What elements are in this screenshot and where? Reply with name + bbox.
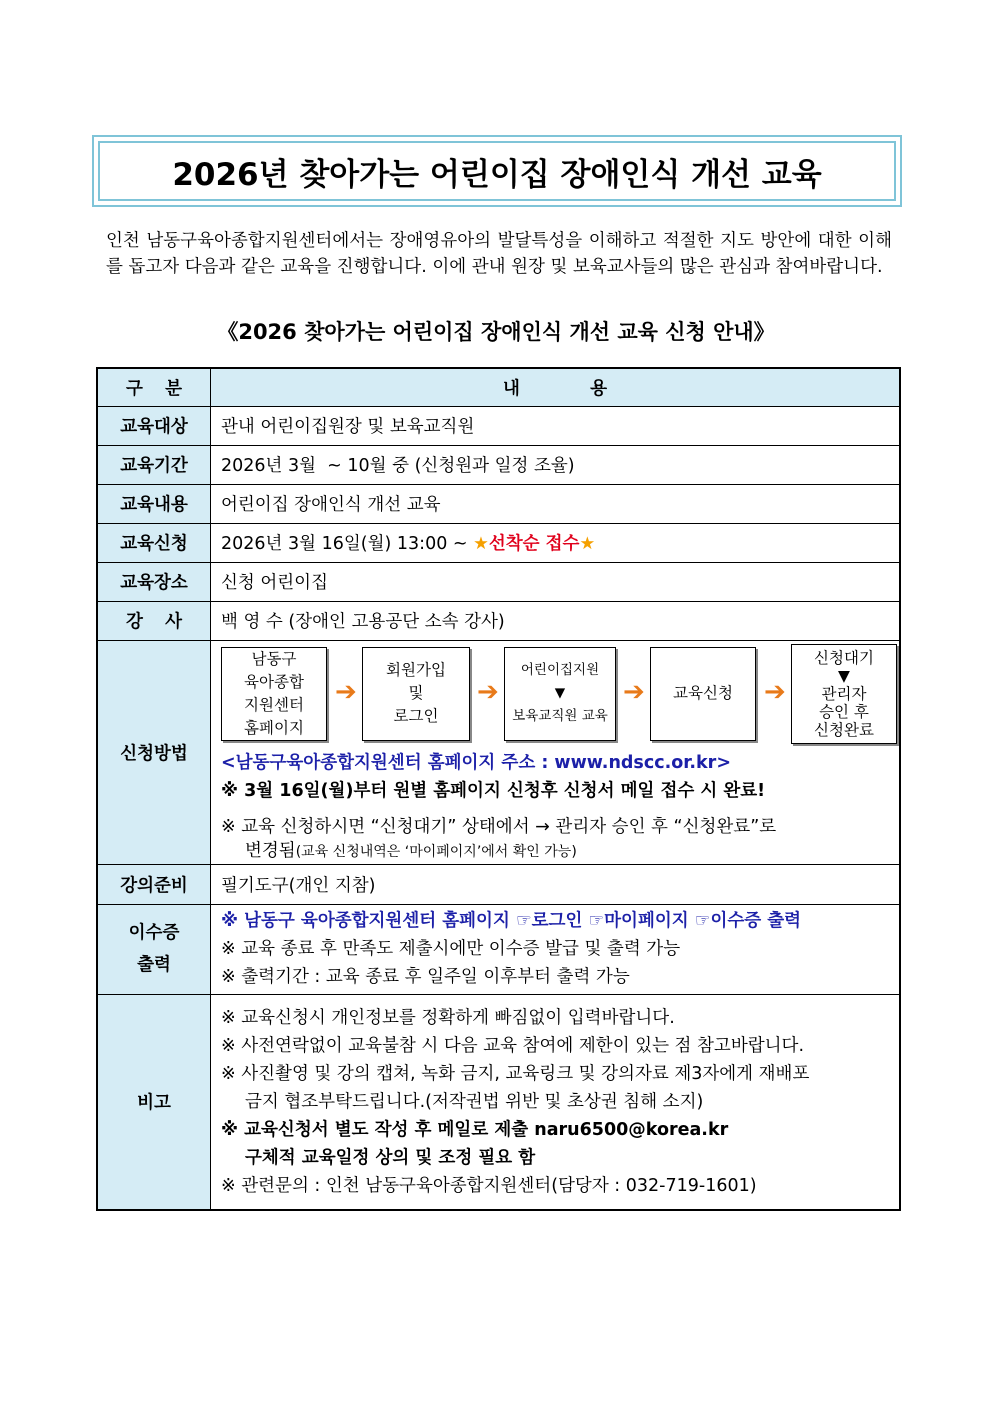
homepage-address: <남동구육아종합지원센터 홈페이지 주소 : www.ndscc.or.kr> — [221, 752, 731, 773]
remark-item: ※ 교육신청서 별도 작성 후 메일로 제출 naru6500@korea.kr — [221, 1119, 729, 1140]
label-prep: 강의준비 — [97, 864, 211, 904]
value-remarks — [211, 994, 901, 1210]
info-table — [96, 367, 901, 1211]
value-lecturer: 백 영 수 (장애인 고용공단 소속 강사) — [211, 601, 901, 640]
label-period: 교육기간 — [97, 445, 211, 484]
flow-step-daycare-support: 어린이집지원 ▼ 보육교직원 교육 — [504, 647, 616, 741]
apply-date: 2026년 3월 16일(월) 13:00 ~ — [221, 534, 474, 554]
value-place: 신청 어린이집 — [211, 562, 901, 601]
arrow-right-icon: ➔ — [477, 676, 499, 707]
remark-item: 금지 협조부탁드립니다.(저작권법 위반 및 초상권 침해 소지) — [245, 1091, 704, 1112]
cert-condition: ※ 교육 종료 후 만족도 제출시에만 이수증 발급 및 출력 가능 — [221, 939, 681, 959]
value-period: 2026년 3월 ~ 10월 중 (신청원과 일정 조율) — [211, 445, 901, 484]
row-period — [97, 445, 900, 484]
row-lecturer — [97, 601, 900, 640]
cert-path: ※ 남동구 육아종합지원센터 홈페이지 ☞로그인 ☞마이페이지 ☞이수증 출력 — [221, 911, 802, 931]
arrow-right-icon: ➔ — [764, 676, 786, 707]
status-note: ※ 교육 신청하시면 “신청대기” 상태에서 → 관리자 승인 후 “신청완료”로 — [221, 816, 777, 837]
header-category: 구 분 — [97, 368, 211, 406]
remark-item: 구체적 교육일정 상의 및 조정 필요 함 — [245, 1147, 536, 1168]
value-cert — [211, 904, 901, 994]
remark-item: ※ 사전연락없이 교육불참 시 다음 교육 참여에 제한이 있는 점 참고바랍니다. — [221, 1035, 805, 1056]
label-place: 교육장소 — [97, 562, 211, 601]
first-come-text: 선착순 접수 — [488, 534, 580, 554]
row-remarks — [97, 994, 900, 1210]
subtitle: 《2026 찾아가는 어린이집 장애인식 개선 교육 신청 안내》 — [217, 320, 775, 344]
value-apply — [211, 523, 901, 562]
star-icon: ★ — [473, 534, 489, 554]
label-cert: 이수증 출력 — [97, 904, 211, 994]
row-prep — [97, 864, 900, 904]
apply-notice: ※ 3월 16일(월)부터 원별 홈페이지 신청후 신청서 메일 접수 시 완료! — [221, 780, 766, 801]
flow-step-login: 회원가입 및 로그인 — [362, 647, 470, 741]
row-apply — [97, 523, 900, 562]
title-box — [92, 135, 902, 207]
value-method — [211, 640, 901, 864]
status-note-cont: 변경됨(교육 신청내역은 ‘마이페이지’에서 확인 가능) — [245, 840, 577, 861]
remark-item: ※ 사진촬영 및 강의 캡쳐, 녹화 금지, 교육링크 및 강의자료 제3자에게 재배포 — [221, 1063, 810, 1084]
row-place — [97, 562, 900, 601]
row-method — [97, 640, 900, 864]
label-content: 교육내용 — [97, 484, 211, 523]
label-apply: 교육신청 — [97, 523, 211, 562]
flow-step-apply: 교육신청 — [650, 647, 756, 741]
remark-contact: ※ 관련문의 : 인천 남동구육아종합지원센터(담당자 : 032-719-1601) — [221, 1175, 757, 1196]
cert-period: ※ 출력기간 : 교육 종료 후 일주일 이후부터 출력 가능 — [221, 967, 630, 987]
row-cert — [97, 904, 900, 994]
value-prep: 필기도구(개인 지참) — [211, 864, 901, 904]
row-target — [97, 406, 900, 445]
arrow-right-icon: ➔ — [623, 676, 645, 707]
table-header-row — [97, 368, 900, 406]
page-title: 2026년 찾아가는 어린이집 장애인식 개선 교육 — [98, 141, 896, 201]
flow-step-approval: 신청대기 ▼ 관리자 승인 후 신청완료 — [791, 644, 897, 744]
label-target: 교육대상 — [97, 406, 211, 445]
flow-step-homepage: 남동구 육아종합 지원센터 홈페이지 — [221, 647, 327, 741]
intro-paragraph: 인천 남동구육아종합지원센터에서는 장애영유아의 발달특성을 이해하고 적절한 지도 방안에 대한 이해를 돕고자 다음과 같은 교육을 진행합니다. 이에 관내 원장 및 보육교사들의 많은 관심과 참여바랍니다. — [106, 231, 892, 277]
star-icon: ★ — [579, 534, 596, 554]
label-remarks: 비고 — [97, 994, 211, 1210]
header-content: 내 용 — [211, 368, 901, 406]
remark-item: ※ 교육신청시 개인정보를 정확하게 빠짐없이 입력바랍니다. — [221, 1007, 675, 1028]
apply-flow — [221, 647, 891, 755]
arrow-right-icon: ➔ — [335, 676, 357, 707]
label-lecturer: 강 사 — [97, 601, 211, 640]
row-content — [97, 484, 900, 523]
value-target: 관내 어린이집원장 및 보육교직원 — [211, 406, 901, 445]
label-method: 신청방법 — [97, 640, 211, 864]
value-content: 어린이집 장애인식 개선 교육 — [211, 484, 901, 523]
